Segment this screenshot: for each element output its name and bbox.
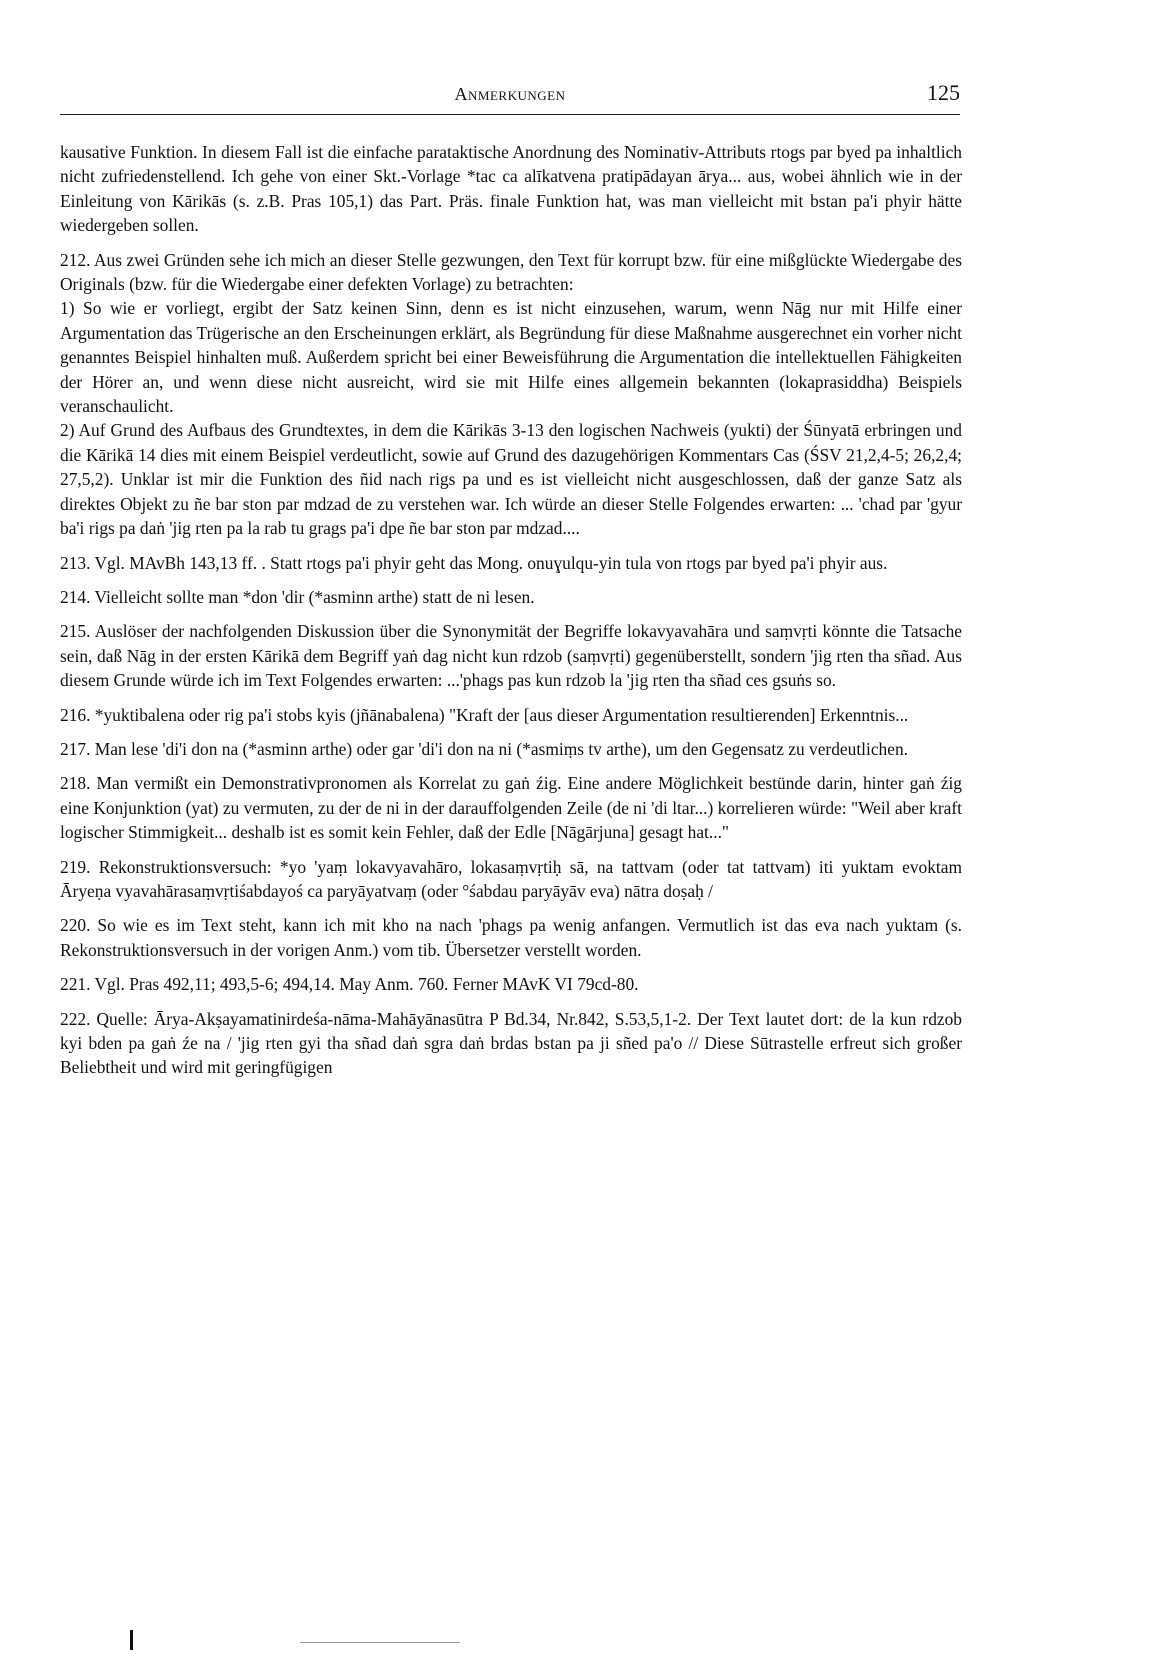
note-212: 212. Aus zwei Gründen sehe ich mich an dieser Stelle gezwungen, den Text für korrupt bzw. für eine mißglückte Wiedergabe des Originals (bzw. für die Wiedergabe einer defekten Vorlage) zu betrachten: bbox=[60, 249, 962, 295]
note-219: 219. Rekonstruktionsversuch: *yo 'yaṃ lokavyavahāro, lokasaṃvṛtiḥ sā, na tattvam (oder tat tattvam) iti yuktam evoktam Āryeṇa vyavahārasaṃvṛtiśabdayoś ca paryāyatvaṃ (oder °śabdau paryāyāv eva) nātra doṣaḥ / bbox=[60, 856, 962, 901]
scan-artifact-line bbox=[300, 1642, 460, 1643]
note-220: 220. So wie es im Text steht, kann ich mit kho na nach 'phags pa wenig anfangen. Vermutlich ist das eva nach yuktam (s. Rekonstruktionsversuch in der vorigen Anm.) vom tib. Übersetzer verstellt worden. bbox=[60, 915, 962, 960]
note-222: 222. Quelle: Ārya-Akṣayamatinirdeśa-nāma-Mahāyānasūtra P Bd.34, Nr.842, S.53,5,1-2. Der Text lautet dort: de la kun rdzob kyi bden pa gaṅ źe na / 'jig rten gyi tha sñad daṅ sgra daṅ brdas bstan pa ji sñed pa'o // Diese Sūtrastelle erfreut sich großer Beliebtheit und wird mit geringfügigen bbox=[60, 1008, 962, 1078]
note-213: 213. Vgl. MAvBh 143,13 ff. . Statt rtogs pa'i phyir geht das Mong. onuɣulqu-yin tula von rtogs par byed pa'i phyir aus. bbox=[60, 552, 888, 573]
note-216: 216. *yuktibalena oder rig pa'i stobs kyis (jñānabalena) "Kraft der [aus dieser Argumentation resultierenden] Erkenntnis... bbox=[60, 704, 909, 725]
page-body bbox=[60, 140, 962, 1080]
note-214: 214. Vielleicht sollte man *don 'dir (*asminn arthe) statt de ni lesen. bbox=[60, 586, 535, 607]
note-paragraph: kausative Funktion. In diesem Fall ist die einfache parataktische Anordnung des Nominativ-Attributs rtogs par byed pa inhaltlich nicht zufriedenstellend. Ich gehe von einer Skt.-Vorlage *tac ca alīkatvena pratipādayan ārya... aus, wobei ähnlich wie in der Einleitung von Kārikās (s. z.B. Pras 105,1) das Part. Präs. finale Funktion hat, was man vielleicht mit bstan pa'i phyir hätte wiedergeben sollen. bbox=[60, 142, 962, 236]
note-215: 215. Auslöser der nachfolgenden Diskussion über die Synonymität der Begriffe lokavyavahāra und saṃvṛti könnte die Tatsache sein, daß Nāg in der ersten Kārikā dem Begriff yaṅ dag nicht kun rdzob (saṃvṛti) gegenüberstellt, sondern 'jig rten tha sñad. Aus diesem Grunde würde ich im Text Folgendes erwarten: ...'phags pas kun rdzob la 'jig rten tha sñad ces gsuṅs so. bbox=[60, 621, 962, 691]
note-221: 221. Vgl. Pras 492,11; 493,5-6; 494,14. May Anm. 760. Ferner MAvK VI 79cd-80. bbox=[60, 974, 639, 995]
note-217: 217. Man lese 'di'i don na (*asminn arthe) oder gar 'di'i don na ni (*asmiṃs tv arthe), um den Gegensatz zu verdeutlichen. bbox=[60, 738, 909, 759]
note-212-point-1: 1) So wie er vorliegt, ergibt der Satz keinen Sinn, denn es ist nicht einzusehen, warum, wenn Nāg nur mit Hilfe einer Argumentation das Trügerische an den Erscheinungen erklärt, als Begründung für diese Maßnahme ausgerechnet ein vorher nicht genanntes Beispiel hinhalten muß. Außerdem spricht bei einer Beweisführung die Argumentation die intellektuellen Fähigkeiten der Hörer an, und wenn diese nicht ausreicht, wird sie mit Hilfe eines allgemein bekannten (lokaprasiddha) Beispiels veranschaulicht. bbox=[60, 298, 962, 417]
note-212-point-2: 2) Auf Grund des Aufbaus des Grundtextes, in dem die Kārikās 3-13 den logischen Nachweis (yukti) der Śūnyatā erbringen und die Kārikā 14 dies mit einem Beispiel verdeutlicht, sowie auf Grund des dazugehörigen Kommentars Cas (ŚSV 21,2,4-5; 26,2,4; 27,5,2). Unklar ist mir die Funktion des ñid nach rigs pa und es ist vielleicht nicht ausgeschlossen, daß der ganze Satz als direktes Objekt zu ñe bar ston par mdzad de zu verstehen war. Ich würde an dieser Stelle Folgendes erwarten: ... 'chad par 'gyur ba'i rigs pa daṅ 'jig rten pa la rab tu grags pa'i dpe ñe bar ston par mdzad.... bbox=[60, 420, 962, 539]
note-218: 218. Man vermißt ein Demonstrativpronomen als Korrelat zu gaṅ źig. Eine andere Möglichkeit bestünde darin, hinter gaṅ źig eine Konjunktion (yat) zu vermuten, zu der de ni in der darauffolgenden Zeile (de ni 'di ltar...) korrelieren würde: "Weil aber kraft logischer Stimmigkeit... deshalb ist es somit kein Fehler, daß der Edle [Nāgārjuna] gesagt hat..." bbox=[60, 773, 962, 843]
header-rule bbox=[60, 114, 960, 115]
scan-margin-mark bbox=[130, 1630, 133, 1650]
page-header bbox=[60, 80, 960, 110]
page-number: 125 bbox=[927, 80, 960, 105]
running-title: Anmerkungen bbox=[454, 84, 566, 104]
